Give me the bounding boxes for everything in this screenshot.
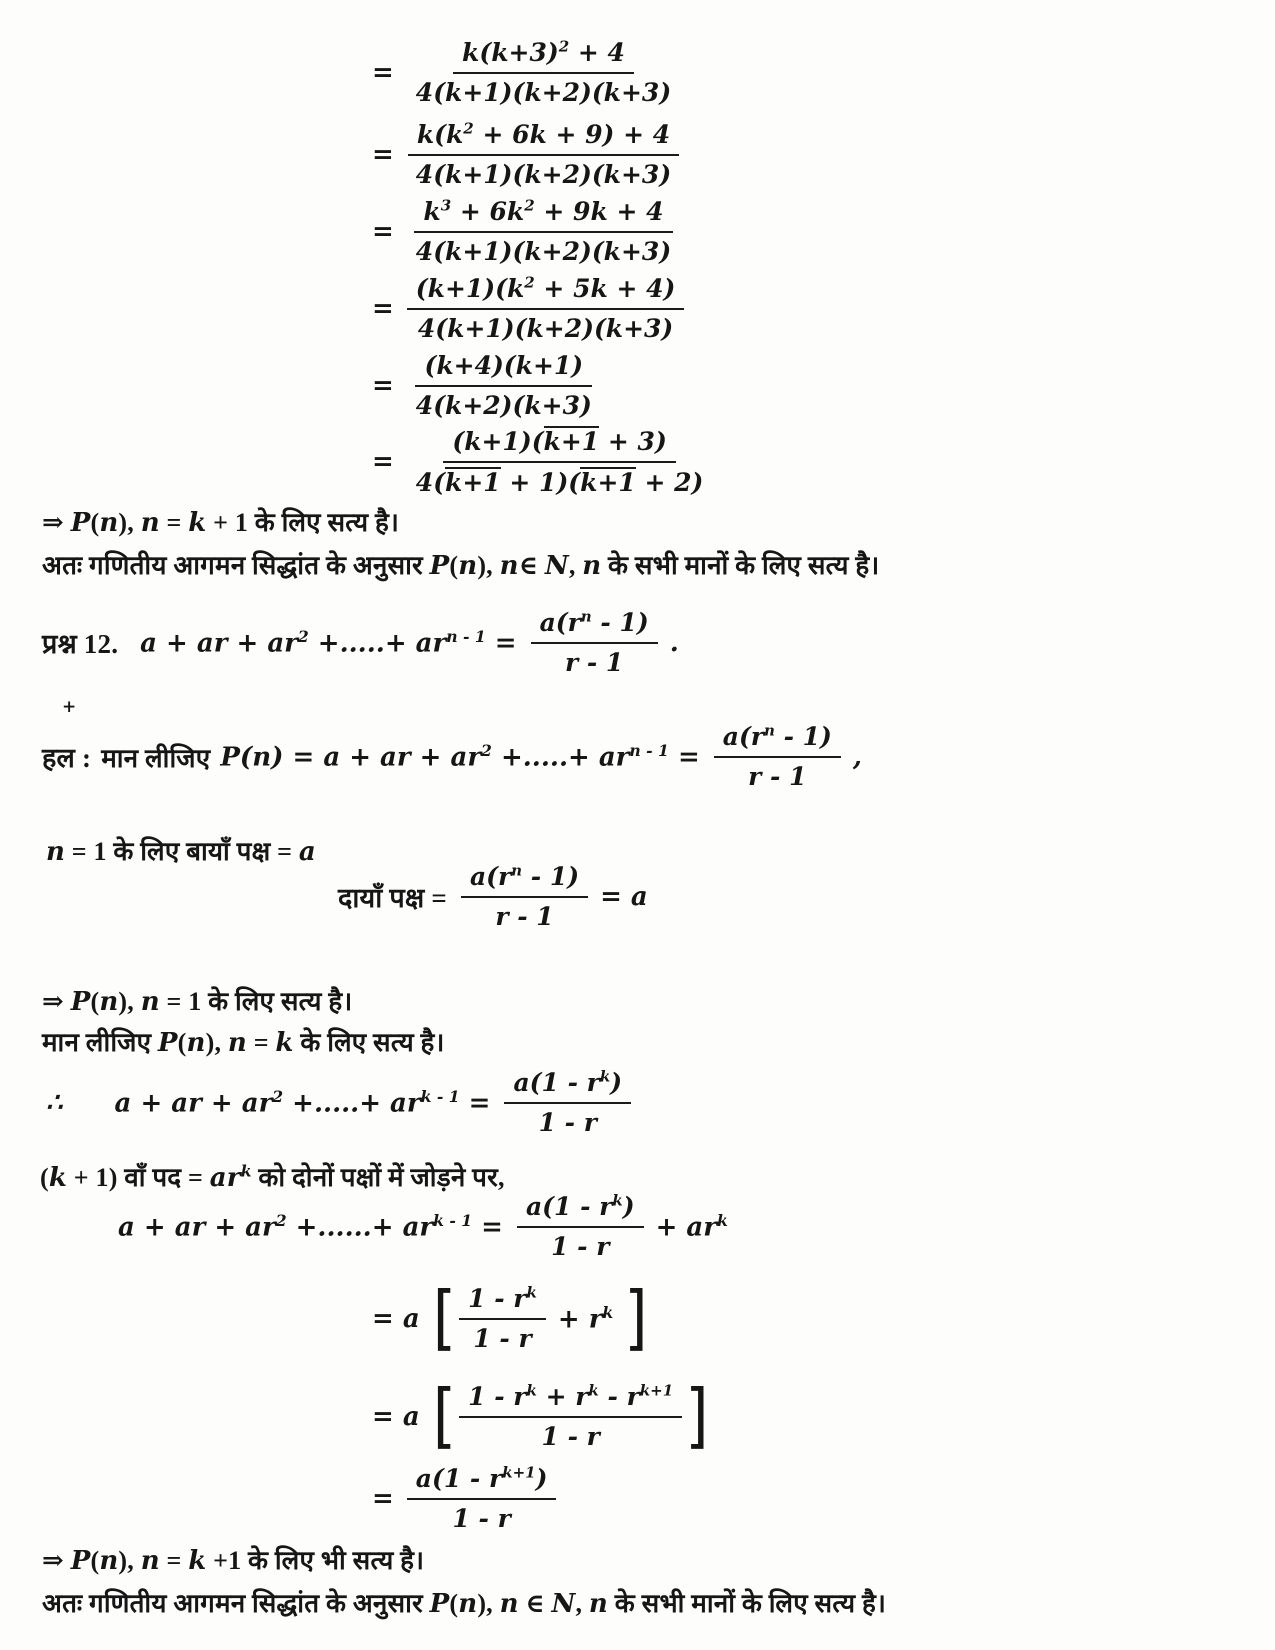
fraction — [407, 274, 685, 343]
fraction-numerator: $1 - r^k$ — [459, 1284, 546, 1320]
fraction — [461, 862, 588, 931]
equals-a-prefix: = a — [372, 1303, 420, 1334]
equals-sign: = — [372, 370, 394, 401]
conclusion-text: ⇒ P(n), n = k +1 के लिए भी सत्य है। — [42, 1546, 425, 1576]
fraction-numerator: $1 - r^k + r^k - r^{k+1}$ — [459, 1382, 682, 1418]
fraction-denominator: 1 - r — [551, 1231, 610, 1261]
add-term-text: (k + 1) वाँ पद = $ar^k$ को दोनों पक्षों में जोड़ने पर, — [40, 1161, 505, 1193]
rhs-line — [338, 862, 648, 931]
fraction-denominator: 1 - r — [538, 1107, 597, 1137]
equals-a-prefix: = a — [372, 1401, 420, 1432]
trailing-comma: , — [852, 741, 862, 772]
fraction-numerator: $a(r^n - 1)$ — [461, 862, 588, 898]
equation-step-5 — [372, 351, 601, 420]
close-bracket: ] — [624, 1276, 648, 1360]
conclusion-all-n-final-line — [42, 1584, 886, 1620]
stray-print-mark: + — [62, 697, 77, 717]
induction-step-line-3 — [372, 1374, 712, 1458]
equation-step-3 — [372, 197, 680, 266]
open-bracket: [ — [432, 1374, 457, 1458]
assume-n-k-line — [42, 1023, 445, 1059]
end-period: . — [669, 627, 679, 658]
fraction-denominator: r - 1 — [564, 647, 624, 677]
fraction-numerator: $a(1 - r^{k+1})$ — [407, 1464, 557, 1500]
fraction-denominator: 1 - r — [473, 1323, 532, 1353]
fraction — [504, 1068, 631, 1137]
added-term: + $r^k$ — [557, 1302, 614, 1335]
conclusion-n-k1-line — [42, 503, 399, 539]
question-12-line — [42, 608, 679, 677]
fraction-numerator: $(k+1)(k^2 + 5k + 4)$ — [407, 274, 685, 310]
conclusion-k1-also-line — [42, 1541, 424, 1577]
equation-step-6 — [372, 426, 712, 497]
fraction — [714, 722, 841, 791]
fraction-numerator: $a(1 - r^k)$ — [517, 1192, 644, 1228]
fraction — [407, 120, 680, 189]
solution-label: हल : — [42, 743, 92, 773]
fraction — [407, 197, 680, 266]
fraction-numerator: (k+1)(k+1 + 3) — [443, 426, 675, 463]
series-lhs: a + ar + $ar^2$ +.....+ $ar^{k - 1}$ = — [114, 1086, 491, 1119]
lhs-n1-text: n = 1 के लिए बायाँ पक्ष = a — [46, 837, 316, 867]
induction-step-line-4 — [372, 1464, 556, 1533]
fraction-numerator: $k^3 + 6k^2 + 9k + 4$ — [414, 197, 672, 233]
added-term: + $ar^k$ — [655, 1210, 728, 1243]
equals-sign: = — [372, 293, 394, 324]
true-for-n1-line — [42, 982, 352, 1018]
equals-sign: = — [372, 57, 394, 88]
fraction — [407, 351, 601, 420]
fraction-denominator: 4(k+1)(k+2)(k+3) — [417, 313, 674, 343]
fraction — [517, 1192, 644, 1261]
fraction-numerator: $k(k^2 + 6k + 9) + 4$ — [408, 120, 679, 156]
fraction-denominator: 4(k+2)(k+3) — [415, 390, 592, 420]
fraction-denominator: 4(k+1)(k+2)(k+3) — [415, 236, 672, 266]
assume-text: मान लीजिए — [101, 743, 211, 773]
equals-sign: = — [372, 139, 394, 170]
fraction-numerator: $a(1 - r^k)$ — [504, 1068, 631, 1104]
lhs-n1-line — [46, 832, 316, 868]
equals-sign: = — [372, 216, 394, 247]
fraction — [407, 38, 680, 107]
solution-intro-line — [42, 722, 862, 791]
open-bracket: [ — [432, 1276, 457, 1360]
rhs-result: = a — [600, 881, 648, 912]
fraction-numerator: $a(r^n - 1)$ — [714, 722, 841, 758]
fraction-denominator: 4(k+1 + 1)(k+1 + 2) — [415, 467, 704, 497]
conclusion-all-n-line — [42, 546, 879, 582]
equation-step-2 — [372, 120, 680, 189]
fraction — [531, 608, 658, 677]
assume-n-k-text: मान लीजिए P(n), n = k के लिए सत्य है। — [42, 1028, 445, 1058]
equals-sign: = — [372, 446, 394, 477]
series-lhs: P(n) = a + ar + $ar^2$ +.....+ $ar^{n - 1}$ = — [220, 740, 700, 773]
induction-step-line-2 — [372, 1276, 651, 1360]
fraction-denominator: 4(k+1)(k+2)(k+3) — [415, 77, 672, 107]
conclusion-text: अतः गणितीय आगमन सिद्धांत के अनुसार P(n), n∈ N, n के सभी मानों के लिए सत्य है। — [42, 551, 880, 581]
conclusion-text: ⇒ P(n), n = k + 1 के लिए सत्य है। — [42, 508, 400, 538]
fraction — [407, 426, 713, 497]
fraction-numerator: $a(r^n - 1)$ — [531, 608, 658, 644]
equation-step-1 — [372, 38, 680, 107]
fraction-denominator: 1 - r — [452, 1503, 511, 1533]
fraction-denominator: r - 1 — [748, 761, 807, 791]
fraction-denominator: 1 - r — [541, 1421, 600, 1451]
fraction-numerator: $k(k+3)^2 + 4$ — [453, 38, 634, 74]
fraction-numerator: (k+4)(k+1) — [415, 351, 592, 387]
fraction — [459, 1382, 682, 1451]
fraction — [459, 1284, 546, 1353]
rhs-label: दायाँ पक्ष = — [338, 883, 447, 913]
induction-step-line-1 — [118, 1192, 728, 1261]
fraction-denominator: 4(k+1)(k+2)(k+3) — [415, 159, 672, 189]
therefore-line — [46, 1068, 631, 1137]
true-for-n1-text: ⇒ P(n), n = 1 के लिए सत्य है। — [42, 987, 353, 1017]
fraction-denominator: r - 1 — [495, 901, 554, 931]
therefore-sign: ∴ — [46, 1087, 63, 1118]
equation-step-4 — [372, 274, 684, 343]
close-bracket: ] — [685, 1374, 709, 1458]
add-term-line — [40, 1158, 505, 1194]
equals-sign: = — [372, 1483, 394, 1514]
question-series-lhs: a + ar + $ar^2$ +.....+ $ar^{n - 1}$ = — [140, 626, 517, 659]
conclusion-text: अतः गणितीय आगमन सिद्धांत के अनुसार P(n), n ∈ N, n के सभी मानों के लिए सत्य है। — [42, 1589, 887, 1619]
question-number-label: प्रश्न 12. — [42, 629, 119, 659]
series-lhs: a + ar + $ar^2$ +......+ $ar^{k - 1}$ = — [118, 1210, 503, 1243]
fraction — [407, 1464, 557, 1533]
